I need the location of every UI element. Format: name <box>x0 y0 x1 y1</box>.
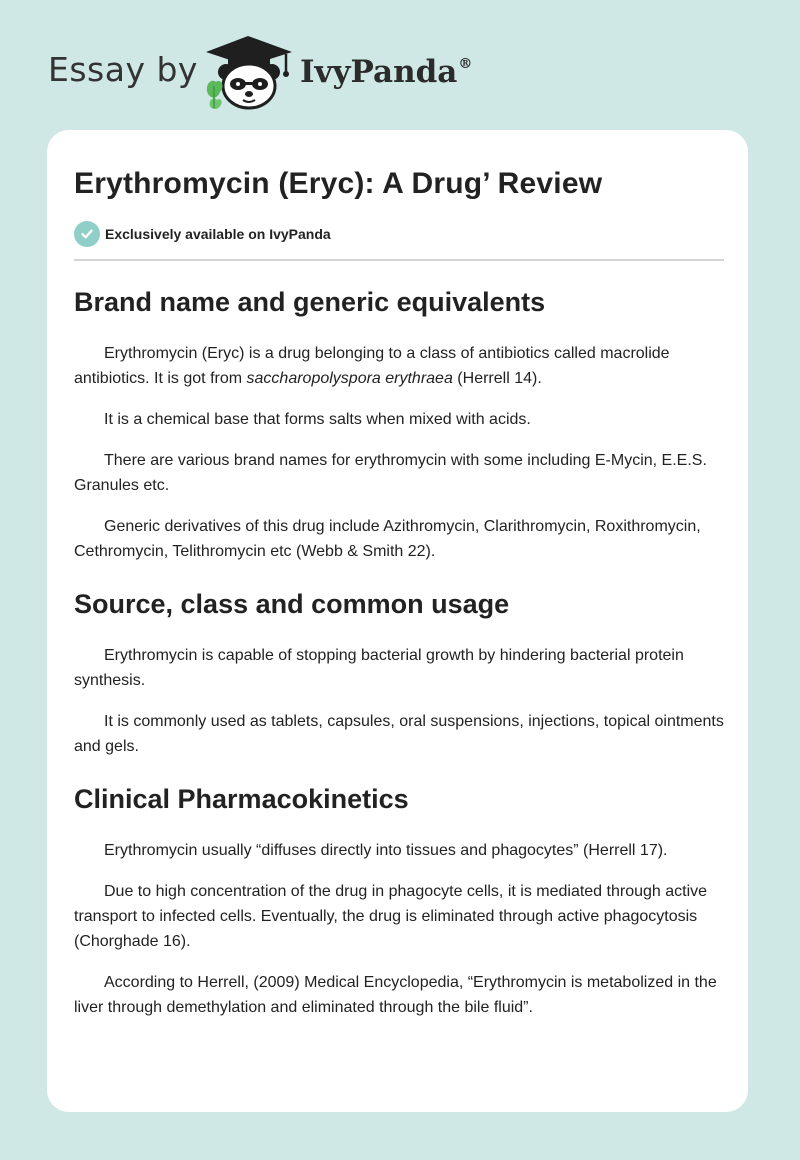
paragraph: Erythromycin is capable of stopping bacterial growth by hindering bacterial protein synthesis. <box>74 647 684 689</box>
paragraph <box>74 341 724 391</box>
paragraph: Generic derivatives of this drug include Azithromycin, Clarithromycin, Roxithromycin, Cethromycin, Telithromycin etc (Webb & Smith 22). <box>74 518 701 560</box>
paragraph: It is a chemical base that forms salts when mixed with acids. <box>104 411 531 428</box>
page-title: Erythromycin (Eryc): A Drug’ Review <box>74 167 603 200</box>
section-heading-pharmacokinetics: Clinical Pharmacokinetics <box>74 784 409 814</box>
paragraph: Due to high concentration of the drug in phagocyte cells, it is mediated through active transport to infected cells. Eventually, the drug is eliminated through active phagocytosis (Chorghade 16). <box>74 883 708 950</box>
paragraph: It is commonly used as tablets, capsules, oral suspensions, injections, topical ointments and gels. <box>74 713 724 755</box>
essay-by-label: Essay by <box>48 50 198 89</box>
registered-mark: ® <box>458 56 473 72</box>
paragraph: Erythromycin usually “diffuses directly into tissues and phagocytes” (Herrell 17). <box>104 842 668 859</box>
paragraph-text: (Herrell 14). <box>452 370 542 387</box>
section-heading-source-class: Source, class and common usage <box>74 589 510 619</box>
paragraph: There are various brand names for erythromycin with some including E-Mycin, E.E.S. Granules etc. <box>74 452 707 494</box>
essay-content <box>74 164 724 1020</box>
site-header <box>48 30 748 110</box>
divider <box>74 259 724 261</box>
brand-name-text: IvyPanda <box>300 54 458 90</box>
essay-card <box>47 130 748 1112</box>
exclusive-badge <box>74 221 724 247</box>
section-heading-brand-name: Brand name and generic equivalents <box>74 287 546 317</box>
exclusive-label: Exclusively available on IvyPanda <box>105 226 331 242</box>
check-icon <box>74 221 100 247</box>
ivypanda-logo-icon[interactable] <box>200 34 300 110</box>
paragraph-text: Erythromycin (Eryc) is a drug belonging to a class of antibiotics called macrolide antibiotics. It is got from <box>74 345 670 387</box>
brand-name[interactable] <box>300 54 472 90</box>
paragraph: According to Herrell, (2009) Medical Encyclopedia, “Erythromycin is metabolized in the liver through demethylation and eliminated through the bile fluid”. <box>74 974 717 1016</box>
species-name: saccharopolyspora erythraea <box>246 370 453 387</box>
